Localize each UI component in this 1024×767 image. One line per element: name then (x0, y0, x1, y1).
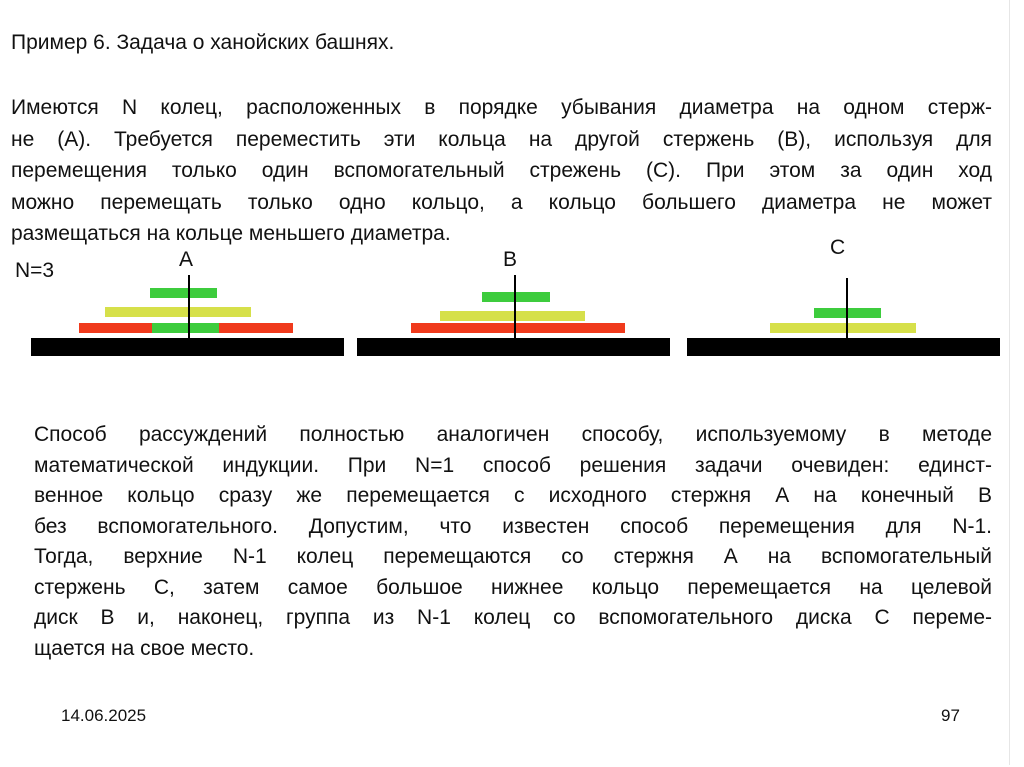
body-line: стержень С, затем самое большое нижнее кольцо перемещается на целевой (34, 575, 992, 599)
tower-a-label: A (179, 248, 194, 271)
intro-line: не (А). Требуется переместить эти кольца на другой стержень (B), используя для (11, 127, 992, 151)
ring-medium (105, 307, 251, 317)
ring-large (411, 323, 625, 333)
ring-small (152, 323, 219, 333)
n-label: N=3 (15, 259, 55, 282)
slide-title: Пример 6. Задача о ханойских башнях. (11, 31, 395, 54)
tower-b-rod (514, 275, 516, 338)
body-line: щается на свое место. (34, 636, 255, 660)
body-line: Тогда, верхние N-1 колец перемещаются со стержня А на вспомогательный (34, 545, 992, 568)
intro-line: Имеются N колец, расположенных в порядке убывания диаметра на одном стерж- (11, 96, 992, 119)
tower-a-rod (188, 275, 190, 338)
body-line: без вспомогательного. Допустим, что известен способ перемещения для N-1. (34, 514, 992, 538)
intro-line: перемещения только один вспомогательный стрежень (С). При этом за один ход (11, 159, 992, 182)
body-line: диск В и, наконец, группа из N-1 колец со вспомогательного диска С переме- (34, 606, 992, 629)
ring-medium (770, 323, 916, 333)
tower-c-base (687, 338, 1000, 356)
body-line: венное кольцо сразу же перемещается с исходного стержня А на конечный В (34, 484, 992, 507)
tower-c-label: C (830, 236, 846, 259)
body-line: Способ рассуждений полностью аналогичен способу, используемому в методе (34, 423, 992, 446)
footer-date: 14.06.2025 (61, 706, 147, 725)
ring-small (482, 292, 550, 302)
intro-line: можно перемещать только одно кольцо, а кольцо большего диаметра не может (11, 190, 992, 214)
tower-b-base (357, 338, 670, 356)
problem-statement (11, 92, 992, 250)
body-line: математической индукции. При N=1 способ решения задачи очевиден: единст- (34, 453, 992, 477)
ring-small (150, 288, 217, 298)
page-number: 97 (941, 706, 960, 725)
tower-b-label: B (503, 248, 518, 271)
explanation-text (34, 420, 992, 664)
ring-medium (440, 311, 585, 321)
tower-c-rod (846, 278, 848, 338)
tower-a-base (31, 338, 344, 356)
intro-line: размещаться на кольце меньшего диаметра. (11, 222, 451, 245)
